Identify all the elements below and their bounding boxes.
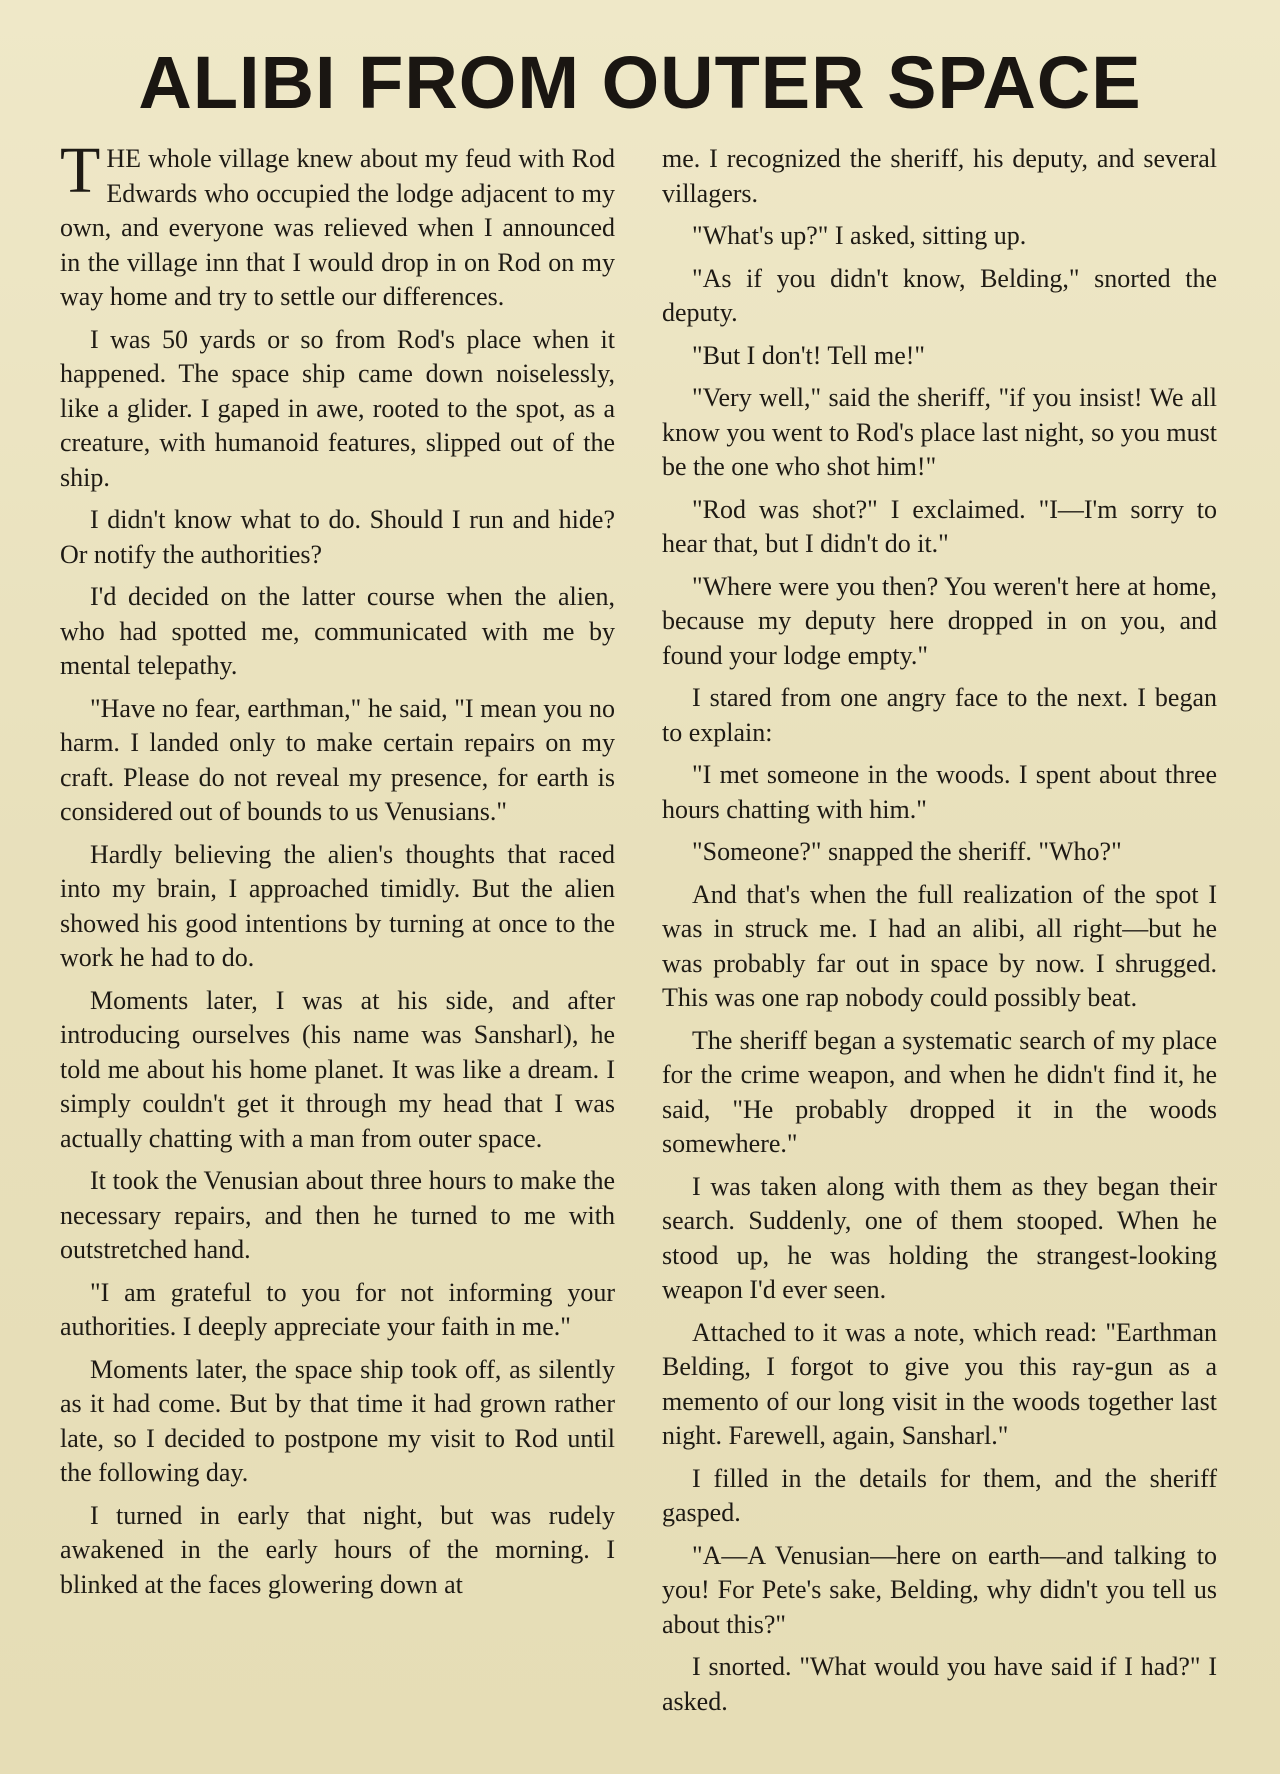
paragraph: Hardly believing the alien's thoughts that raced into my brain, I approached timidly. But the alien showed his good intentions by turning at once to the work he had to do.: [60, 839, 615, 972]
paragraph: "As if you didn't know, Belding," snorted the deputy.: [662, 263, 1217, 327]
opening-paragraph: [60, 134, 615, 315]
paragraph: "Someone?" snapped the sheriff. "Who?": [692, 837, 1122, 866]
paragraph: "A—A Venusian—here on earth—and talking to you! For Pete's sake, Belding, why didn't you tell us about this?": [662, 1540, 1217, 1639]
paragraph: "But I don't! Tell me!": [692, 340, 926, 370]
paragraph: Moments later, the space ship took off, as silently as it had come. But by that time it had grown rather late, so I decided to postpone my visit to Rod until the following day.: [60, 1354, 615, 1487]
continuation-paragraph: me. I recognized the sheriff, his deputy, and several villagers.: [662, 144, 1217, 208]
paragraph: I stared from one angry face to the next. I began to explain:: [662, 683, 1217, 747]
paragraph: "Where were you then? You weren't here at home, because my deputy here dropped in on you, and found your lodge empty.": [662, 571, 1217, 670]
paragraph: It took the Venusian about three hours to make the necessary repairs, and then he turned to me with outstretched hand.: [60, 1166, 615, 1264]
paragraph: "Rod was shot?" I exclaimed. "I—I'm sorry to hear that, but I didn't do it.": [662, 494, 1217, 558]
paragraph: I'd decided on the latter course when the alien, who had spotted me, communicated with me by mental telepathy.: [60, 582, 615, 680]
paragraph: Attached to it was a note, which read: "Earthman Belding, I forgot to give you this ray-gun as a memento of our long visit in the woods together last night. Farewell, again, Sansharl.": [662, 1317, 1217, 1450]
paragraph: I turned in early that night, but was rudely awakened in the early hours of the morning. I blinked at the faces glowering down at: [60, 1500, 615, 1599]
paragraph: I was taken along with them as they began their search. Suddenly, one of them stooped. When he stood up, he was holding the strangest-looking weapon I'd ever seen.: [662, 1171, 1217, 1304]
paragraph: "I am grateful to you for not informing your authorities. I deeply appreciate your faith in me.": [60, 1277, 615, 1341]
paragraph: The sheriff began a systematic search of my place for the crime weapon, and when he didn't find it, he said, "He probably dropped it in the woods somewhere.": [662, 1025, 1217, 1158]
paragraph: I was 50 yards or so from Rod's place when it happened. The space ship came down noiselessly, like a glider. I gaped in awe, rooted to the spot, as a creature, with humanoid features, slipped out of the ship.: [60, 324, 615, 492]
story-title: ALIBI FROM OUTER SPACE: [138, 41, 1142, 124]
paragraph: "I met someone in the woods. I spent about three hours chatting with him.": [662, 760, 1217, 824]
right-column: [662, 142, 1217, 1727]
paragraph: I didn't know what to do. Should I run and hide? Or notify the authorities?: [60, 505, 615, 569]
paragraph: "Have no fear, earthman," he said, "I mean you no harm. I landed only to make certain repairs on my craft. Please do not reveal my presence, for earth is considered out of bounds to us Venusians.": [60, 693, 615, 826]
paragraph: "What's up?" I asked, sitting up.: [692, 221, 1027, 250]
drop-cap: T: [60, 134, 101, 207]
left-column: [60, 134, 615, 1610]
paragraph: "Very well," said the sheriff, "if you insist! We all know you went to Rod's place last night, so you must be the one who shot him!": [662, 383, 1217, 481]
paragraph: And that's when the full realization of the spot I was in struck me. I had an alibi, all right—but he was probably far out in space by now. I shrugged. This was one rap nobody could possibly beat.: [662, 879, 1217, 1012]
opening-text: HE whole village knew about my feud with Rod Edwards who occupied the lodge adjacent to my own, and everyone was relieved when I announced in the village inn that I would drop in on Rod on my way home and try to settle our differences.: [60, 144, 615, 311]
paragraph: Moments later, I was at his side, and after introducing ourselves (his name was Sansharl), he told me about his home planet. It was like a dream. I simply couldn't get it through my head that I was actually chatting with a man from outer space.: [60, 985, 615, 1153]
paragraph: I snorted. "What would you have said if I had?" I asked.: [662, 1652, 1217, 1716]
paragraph: I filled in the details for them, and the sheriff gasped.: [662, 1463, 1217, 1527]
